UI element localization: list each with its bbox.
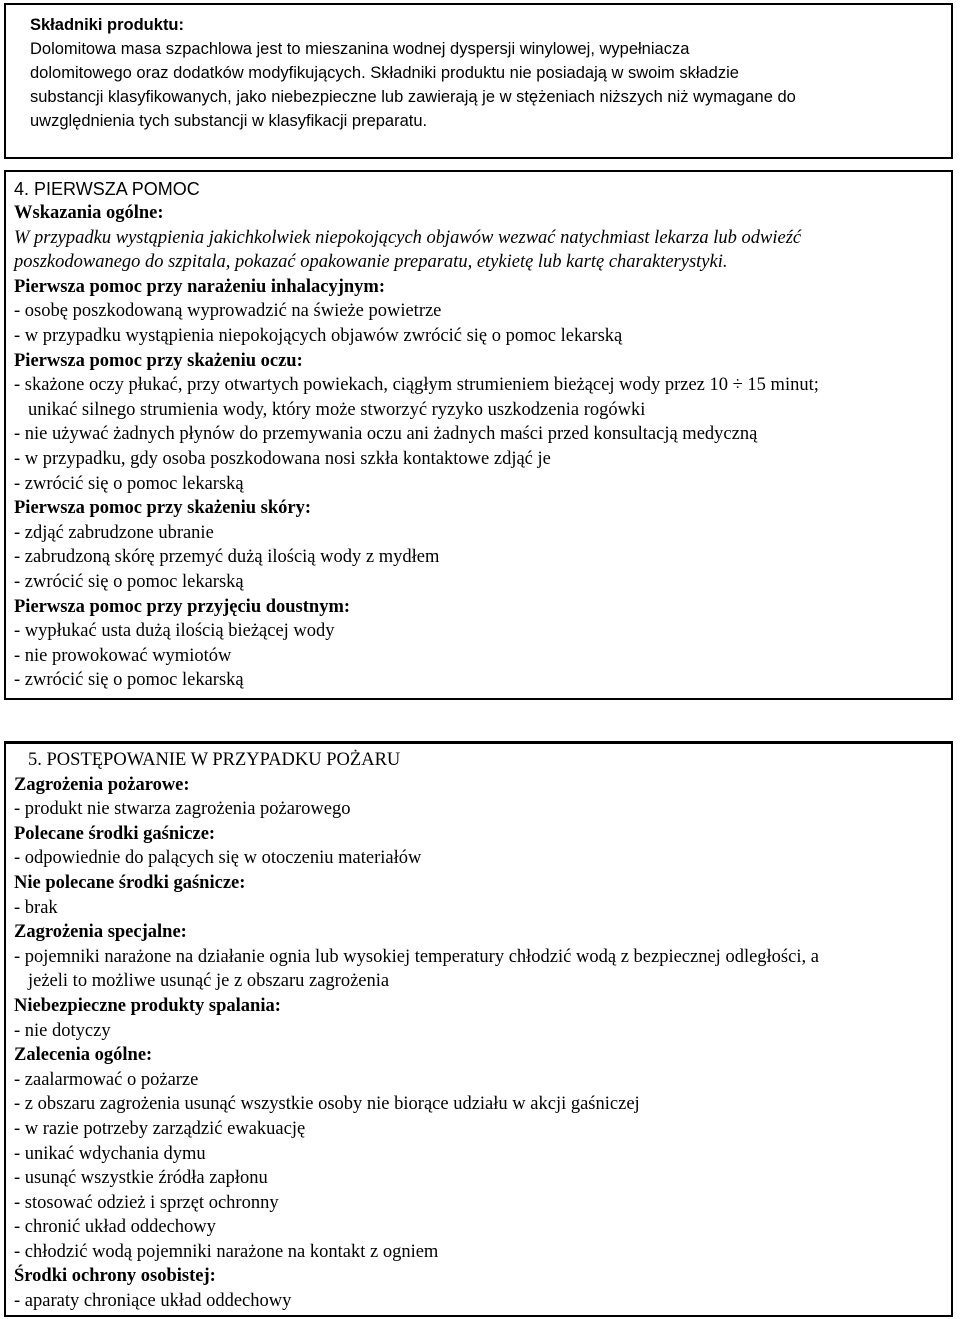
general-recommendations-heading: Zalecenia ogólne: <box>14 1045 153 1066</box>
inhalation-heading: Pierwsza pomoc przy narażeniu inhalacyjnym: <box>14 276 385 297</box>
combustion-products-heading: Niebezpieczne produkty spalania: <box>14 995 281 1016</box>
fire-hazards-heading: Zagrożenia pożarowe: <box>14 774 190 795</box>
inhalation-item: - osobę poszkodowaną wyprowadzić na świeże powietrze <box>14 301 442 322</box>
oral-heading: Pierwsza pomoc przy przyjęciu doustnym: <box>14 596 351 617</box>
general-recommendation-item: - usunąć wszystkie źródła zapłonu <box>14 1168 268 1189</box>
eyes-item: - skażone oczy płukać, przy otwartych powiekach, ciągłym strumieniem bieżącej wody przez 10 ÷ 15 minut; <box>14 375 819 396</box>
special-hazards-item: - pojemniki narażone na działanie ognia lub wysokiej temperatury chłodzić wodą z bezpiecznej odległości, a <box>14 946 819 967</box>
composition-heading: Składniki produktu: <box>30 16 185 34</box>
combustion-products-item: - nie dotyczy <box>14 1020 111 1041</box>
eyes-item-continuation: unikać silnego strumienia wody, który może stworzyć ryzyko uszkodzenia rogówki <box>28 399 646 420</box>
recommended-media-heading: Polecane środki gaśnicze: <box>14 823 216 844</box>
eyes-item: - w przypadku, gdy osoba poszkodowana nosi szkła kontaktowe zdjąć je <box>14 448 551 469</box>
eyes-item: - zwrócić się o pomoc lekarską <box>14 473 244 494</box>
skin-item: - zdjąć zabrudzone ubranie <box>14 522 214 543</box>
general-recommendation-item: - zaalarmować o pożarze <box>14 1069 199 1090</box>
composition-line: uwzględnienia tych substancji w klasyfikacji preparatu. <box>30 112 428 130</box>
oral-item: - wypłukać usta dużą ilością bieżącej wody <box>14 621 335 642</box>
fire-hazards-item: - produkt nie stwarza zagrożenia pożarowego <box>14 799 351 820</box>
eyes-item: - nie używać żadnych płynów do przemywania oczu ani żadnych maści przed konsultacją medyczną <box>14 424 758 445</box>
general-indications-line: poszkodowanego do szpitala, pokazać opakowanie preparatu, etykietę lub kartę charakterystyki. <box>14 252 728 273</box>
skin-item: - zwrócić się o pomoc lekarską <box>14 571 244 592</box>
general-recommendation-item: - w razie potrzeby zarządzić ewakuację <box>14 1118 306 1139</box>
composition-box <box>4 3 953 159</box>
composition-line: substancji klasyfikowanych, jako niebezpieczne lub zawierają je w stężeniach niższych niż wymagane do <box>30 88 796 106</box>
general-indications-heading: Wskazania ogólne: <box>14 203 164 223</box>
composition-line: dolomitowego oraz dodatków modyfikujących. Składniki produktu nie posiadają w swoim składzie <box>30 64 739 82</box>
general-recommendation-item: - z obszaru zagrożenia usunąć wszystkie osoby nie biorące udziału w akcji gaśniczej <box>14 1094 640 1115</box>
composition-line: Dolomitowa masa szpachlowa jest to mieszanina wodnej dyspersji winylowej, wypełniacza <box>30 40 690 58</box>
not-recommended-media-heading: Nie polecane środki gaśnicze: <box>14 872 246 893</box>
general-indications-line: W przypadku wystąpienia jakichkolwiek niepokojących objawów wezwać natychmiast lekarza lub odwieźć <box>14 227 802 248</box>
first-aid-box <box>4 170 953 700</box>
skin-item: - zabrudzoną skórę przemyć dużą ilością wody z mydłem <box>14 547 440 568</box>
special-hazards-heading: Zagrożenia specjalne: <box>14 922 187 943</box>
general-recommendation-item: - unikać wdychania dymu <box>14 1143 206 1164</box>
special-hazards-item-continuation: jeżeli to możliwe usunąć je z obszaru zagrożenia <box>28 971 390 992</box>
fire-fighting-box <box>4 741 953 1317</box>
oral-item: - nie prowokować wymiotów <box>14 645 232 666</box>
inhalation-item: - w przypadku wystąpienia niepokojących objawów zwrócić się o pomoc lekarską <box>14 325 623 346</box>
recommended-media-item: - odpowiednie do palących się w otoczeniu materiałów <box>14 848 422 869</box>
skin-heading: Pierwsza pomoc przy skażeniu skóry: <box>14 498 311 519</box>
ppe-item: - aparaty chroniące układ oddechowy <box>14 1291 292 1312</box>
general-recommendation-item: - chronić układ oddechowy <box>14 1217 216 1238</box>
eyes-heading: Pierwsza pomoc przy skażeniu oczu: <box>14 350 303 371</box>
ppe-heading: Środki ochrony osobistej: <box>14 1266 216 1287</box>
not-recommended-media-item: - brak <box>14 897 58 918</box>
fire-fighting-title: 5. POSTĘPOWANIE W PRZYPADKU POŻARU <box>28 750 401 770</box>
general-recommendation-item: - stosować odzież i sprzęt ochronny <box>14 1192 279 1213</box>
general-recommendation-item: - chłodzić wodą pojemniki narażone na kontakt z ogniem <box>14 1241 439 1262</box>
first-aid-title: 4. PIERWSZA POMOC <box>14 179 200 199</box>
oral-item: - zwrócić się o pomoc lekarską <box>14 670 244 691</box>
